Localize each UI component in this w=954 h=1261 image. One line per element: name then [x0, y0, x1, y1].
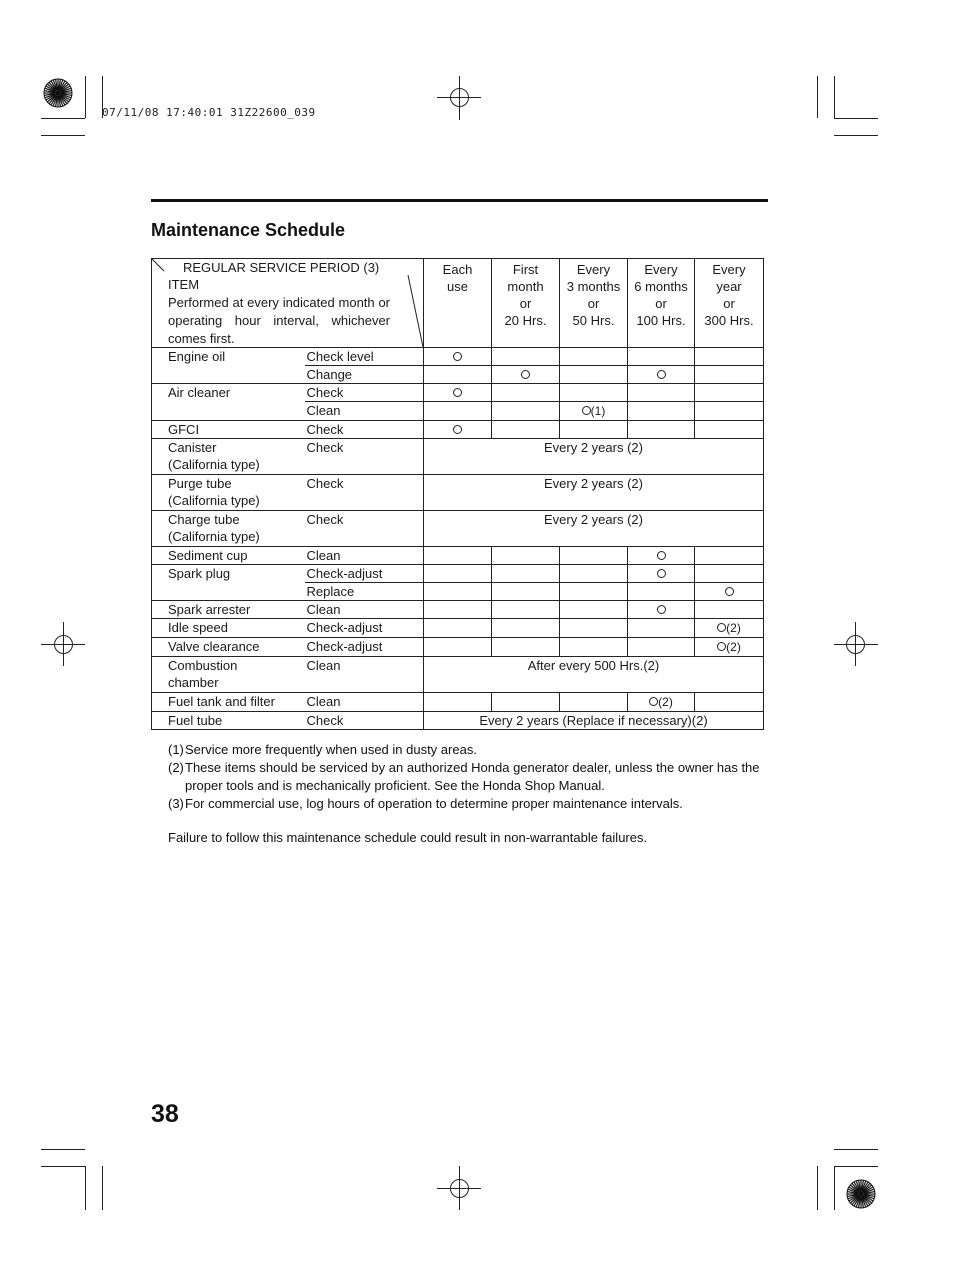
table-row — [152, 511, 764, 547]
action-cell: Clean — [305, 693, 424, 712]
table-row — [152, 693, 764, 712]
column-header: Every 6 months or 100 Hrs. — [628, 259, 695, 348]
table-row — [152, 565, 764, 583]
schedule-cell — [628, 693, 695, 712]
circle-mark-icon — [453, 425, 462, 434]
header-item-cell — [152, 259, 424, 348]
action-cell: Clean — [305, 601, 424, 619]
table-row — [152, 475, 764, 511]
circle-mark-icon — [453, 388, 462, 397]
table-row — [152, 421, 764, 439]
action-cell: Check — [305, 511, 424, 547]
circle-mark-icon — [717, 623, 726, 632]
schedule-cell — [424, 421, 492, 439]
table-header-row — [152, 259, 764, 348]
header-period: REGULAR SERVICE PERIOD (3) — [183, 260, 380, 275]
item-cell: Engine oil — [152, 348, 305, 384]
maintenance-table — [151, 258, 764, 730]
circle-mark-icon — [649, 697, 658, 706]
action-cell: Check level — [305, 348, 424, 366]
header-note: Performed at every indicated month or operating hour interval, whichever comes first. — [168, 295, 390, 346]
footnote: (3) For commercial use, log hours of operation to determine proper maintenance intervals. — [168, 796, 683, 811]
circle-mark-icon — [657, 605, 666, 614]
span-schedule-cell: After every 500 Hrs.(2) — [424, 657, 764, 693]
footnotes — [168, 741, 768, 813]
sunburst-target-icon — [42, 77, 74, 109]
table-row — [152, 439, 764, 475]
top-rule — [151, 199, 768, 202]
item-cell: Air cleaner — [152, 384, 305, 421]
circle-mark-icon — [657, 569, 666, 578]
table-row — [152, 601, 764, 619]
action-cell: Clean — [305, 402, 424, 421]
circle-mark-icon — [657, 370, 666, 379]
span-schedule-cell: Every 2 years (2) — [424, 475, 764, 511]
table-row — [152, 638, 764, 657]
schedule-cell — [628, 565, 695, 583]
schedule-cell — [424, 348, 492, 366]
sunburst-target-icon — [845, 1178, 877, 1210]
table-row — [152, 657, 764, 693]
schedule-cell — [695, 638, 764, 657]
action-cell: Replace — [305, 583, 424, 601]
action-cell: Check-adjust — [305, 565, 424, 583]
column-header: Every year or 300 Hrs. — [695, 259, 764, 348]
footnote-ref: (1) — [590, 404, 606, 418]
circle-mark-icon — [582, 406, 591, 415]
header-item: ITEM — [168, 277, 200, 292]
schedule-cell — [424, 384, 492, 402]
item-cell: Canister (California type) — [152, 439, 305, 475]
item-cell: Sediment cup — [152, 547, 305, 565]
column-header: Every 3 months or 50 Hrs. — [560, 259, 628, 348]
item-cell: Spark arrester — [152, 601, 305, 619]
table-row — [152, 547, 764, 565]
span-schedule-cell: Every 2 years (2) — [424, 511, 764, 547]
item-cell: Fuel tube — [152, 712, 305, 730]
table-row — [152, 619, 764, 638]
page-title: Maintenance Schedule — [151, 220, 346, 240]
action-cell: Check — [305, 421, 424, 439]
circle-mark-icon — [521, 370, 530, 379]
schedule-cell — [628, 366, 695, 384]
print-header: 07/11/08 17:40:01 31Z22600_039 — [102, 106, 316, 119]
action-cell: Check — [305, 439, 424, 475]
action-cell: Check-adjust — [305, 619, 424, 638]
item-cell: Idle speed — [152, 619, 305, 638]
item-cell: Valve clearance — [152, 638, 305, 657]
footnote-ref: (2) — [726, 640, 741, 654]
span-schedule-cell: Every 2 years (Replace if necessary)(2) — [424, 712, 764, 730]
failure-note: Failure to follow this maintenance schedule could result in non-warrantable failures. — [168, 830, 648, 845]
item-cell: Fuel tank and filter — [152, 693, 305, 712]
table-row — [152, 712, 764, 730]
action-cell: Clean — [305, 547, 424, 565]
circle-mark-icon — [717, 642, 726, 651]
item-cell: GFCI — [152, 421, 305, 439]
footnote: (1) Service more frequently when used in dusty areas. — [168, 742, 477, 757]
schedule-cell — [695, 583, 764, 601]
item-cell: Combustion chamber — [152, 657, 305, 693]
item-cell: Purge tube (California type) — [152, 475, 305, 511]
item-cell: Spark plug — [152, 565, 305, 601]
footnote: (2) These items should be serviced by an authorized Honda generator dealer, unless the owner has the proper tools and is mechanically proficient. See the Honda Shop Manual. — [168, 760, 760, 793]
footnote-ref: (2) — [726, 621, 741, 635]
span-schedule-cell: Every 2 years (2) — [424, 439, 764, 475]
footnote-ref: (2) — [658, 695, 673, 709]
circle-mark-icon — [657, 551, 666, 560]
schedule-cell — [695, 619, 764, 638]
schedule-cell — [628, 547, 695, 565]
item-cell: Charge tube (California type) — [152, 511, 305, 547]
action-cell: Check — [305, 712, 424, 730]
schedule-cell — [560, 402, 628, 421]
column-header: First month or 20 Hrs. — [492, 259, 560, 348]
action-cell: Clean — [305, 657, 424, 693]
table-row — [152, 348, 764, 366]
circle-mark-icon — [725, 587, 734, 596]
schedule-cell — [628, 601, 695, 619]
action-cell: Check — [305, 475, 424, 511]
action-cell: Check-adjust — [305, 638, 424, 657]
column-header: Each use — [424, 259, 492, 348]
circle-mark-icon — [453, 352, 462, 361]
schedule-cell — [492, 366, 560, 384]
table-row — [152, 384, 764, 402]
action-cell: Change — [305, 366, 424, 384]
action-cell: Check — [305, 384, 424, 402]
page-number: 38 — [151, 1100, 179, 1128]
